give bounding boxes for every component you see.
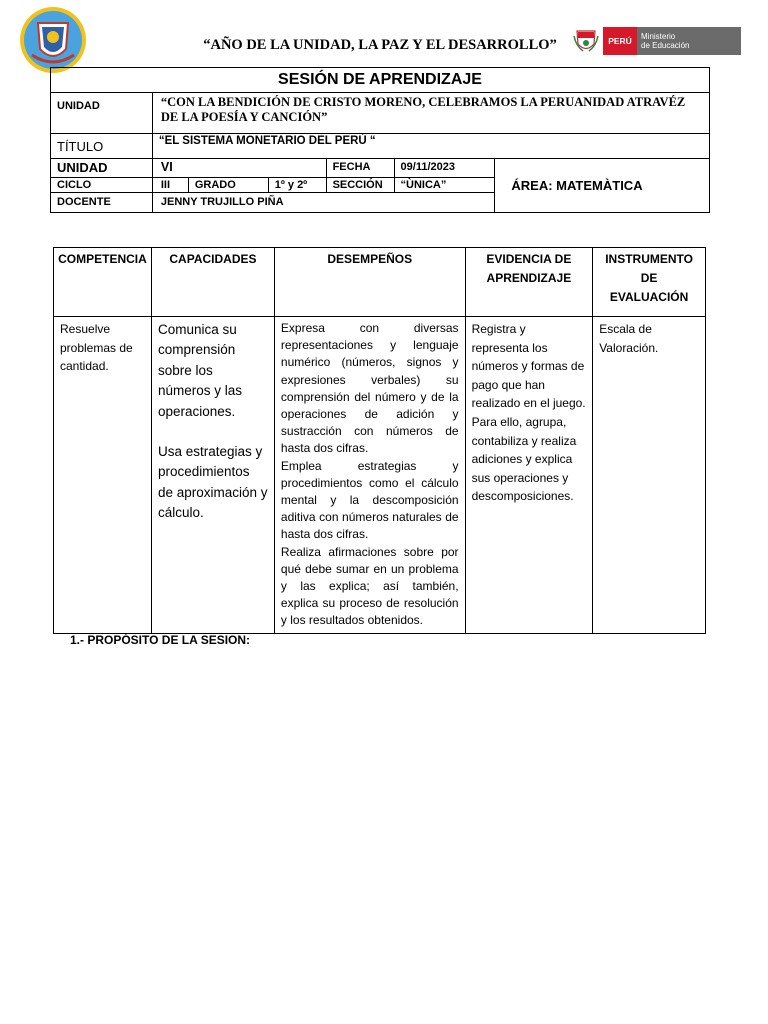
- docente-label: DOCENTE: [51, 193, 153, 213]
- desempeno-2: Emplea estrategias y procedimientos como el cálculo mental y la descomposición aditiva con números naturales de hasta dos cifras.: [280, 458, 459, 542]
- school-logo: [18, 5, 88, 75]
- fecha-label: FECHA: [326, 159, 394, 178]
- header-evidencia: EVIDENCIA DE APRENDIZAJE: [465, 248, 593, 317]
- ministry-text: [637, 27, 741, 55]
- header-instrumento: INSTRUMENTO DE EVALUACIÓN: [593, 248, 706, 317]
- ministry-logo: [573, 26, 741, 56]
- header-desempenos: DESEMPEÑOS: [274, 248, 465, 317]
- area-label: ÁREA: MATEMÀTICA: [495, 159, 710, 213]
- ciclo-value: III: [152, 178, 188, 193]
- titulo-label: TÍTULO: [51, 134, 153, 159]
- grado-label: GRADO: [188, 178, 268, 193]
- desempenos-cell: [274, 317, 465, 634]
- competencia-cell: Resuelve problemas de cantidad.: [54, 317, 152, 634]
- header-competencia: COMPETENCIA: [54, 248, 152, 317]
- header-capacidades: CAPACIDADES: [151, 248, 274, 317]
- unidad2-label: UNIDAD: [51, 159, 153, 178]
- desempeno-3: Realiza afirmaciones sobre por qué debe sumar en un problema y las explica; así también, explica su proceso de resolución y los resultados obtenidos.: [280, 544, 459, 628]
- ciclo-label: CICLO: [51, 178, 153, 193]
- ministry-line2: de Educación: [641, 41, 690, 50]
- instrumento-cell: Escala de Valoración.: [593, 317, 706, 634]
- competencias-table: [53, 247, 706, 634]
- titulo-value: “EL SISTEMA MONETARIO DEL PERÙ “: [152, 134, 709, 159]
- capacidad-2: Usa estrategias y procedimientos de aproximación y cálculo.: [157, 444, 268, 521]
- peru-label: PERÚ: [603, 27, 637, 55]
- unidad2-value: VI: [152, 159, 326, 178]
- capacidades-cell: [151, 317, 274, 634]
- evidencia-cell: Registra y representa los números y formas de pago que han realizado en el juego. Para ello, agrupa, contabiliza y realiza adiciones y explica sus operaciones y descomposiciones.: [465, 317, 593, 634]
- ministry-line1: Ministerio: [641, 32, 676, 41]
- peru-crest-icon: [573, 28, 599, 54]
- grado-value: 1º y 2º: [268, 178, 326, 193]
- unidad-label: UNIDAD: [51, 93, 153, 134]
- docente-value: JENNY TRUJILLO PIÑA: [152, 193, 495, 213]
- capacidad-1: Comunica su comprensión sobre los números y las operaciones.: [157, 322, 242, 419]
- unidad-value: “CON LA BENDICIÓN DE CRISTO MORENO, CELEBRAMOS LA PERUANIDAD ATRAVÉZ DE LA POESÍA Y CANCIÓN”: [152, 93, 709, 134]
- seccion-value: “ÙNICA”: [394, 178, 495, 193]
- fecha-value: 09/11/2023: [394, 159, 495, 178]
- purpose-heading: 1.- PROPÓSITO DE LA SESION:: [70, 633, 251, 647]
- session-title: SESIÓN DE APRENDIZAJE: [51, 68, 710, 93]
- session-info-table: [50, 67, 710, 213]
- seccion-label: SECCIÓN: [326, 178, 394, 193]
- desempeno-1: Expresa con diversas representaciones y lenguaje numérico (números, signos y expresiones verbales) su comprensión del número y de la operaciones de adición y sustracción con números de hasta dos cifras.: [280, 321, 459, 456]
- year-motto: “AÑO DE LA UNIDAD, LA PAZ Y EL DESARROLLO”: [203, 37, 557, 53]
